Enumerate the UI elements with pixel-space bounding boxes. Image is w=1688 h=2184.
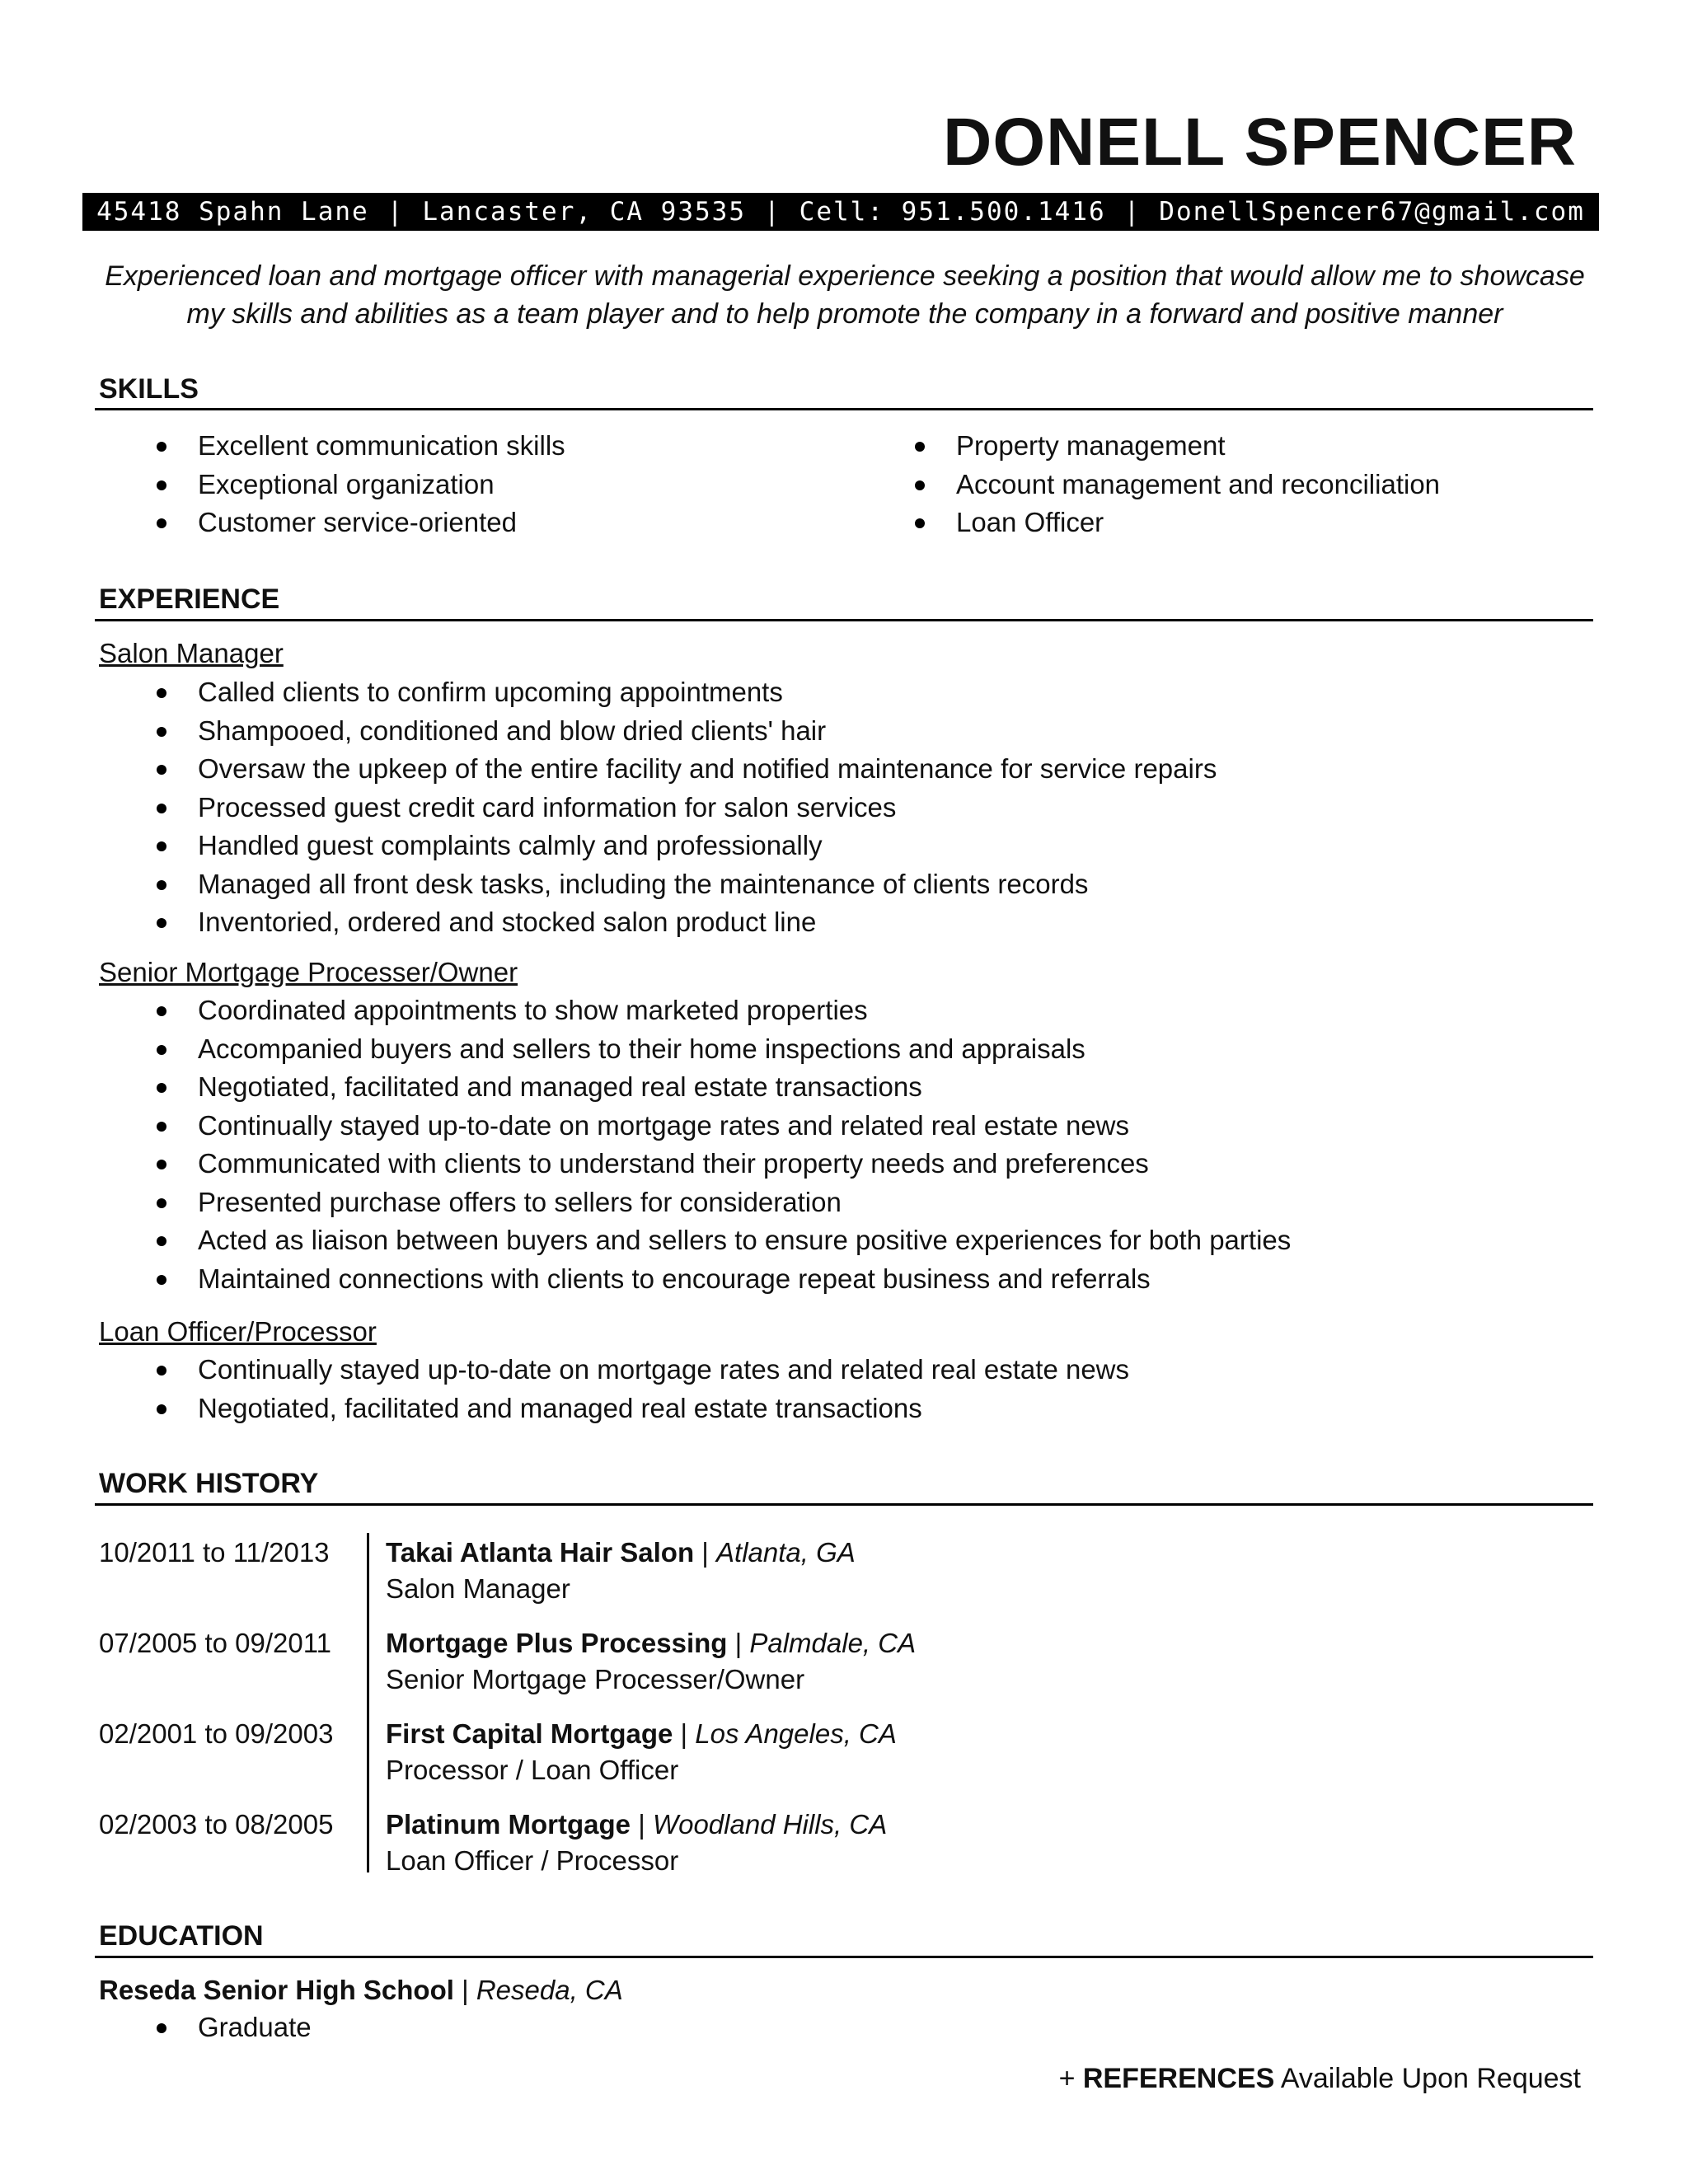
work-company-line: Platinum Mortgage | Woodland Hills, CA xyxy=(386,1809,888,1840)
experience-heading: EXPERIENCE xyxy=(99,583,280,615)
job-bullet: Processed guest credit card information for salon services xyxy=(99,789,1217,827)
contact-cell: Cell: 951.500.1416 xyxy=(799,197,1106,227)
job-bullet: Shampooed, conditioned and blow dried clients' hair xyxy=(99,712,1217,751)
job-title: Senior Mortgage Processer/Owner xyxy=(99,957,518,987)
job-bullet: Inventoried, ordered and stocked salon product line xyxy=(99,903,1217,942)
work-history-entry xyxy=(99,1535,1335,1610)
work-location: Los Angeles, CA xyxy=(695,1718,897,1749)
work-role: Salon Manager xyxy=(386,1573,570,1604)
contact-bar xyxy=(82,193,1599,231)
job-bullet: Negotiated, facilitated and managed real estate transactions xyxy=(99,1068,1291,1107)
contact-separator: | xyxy=(387,197,405,227)
work-dates: 07/2005 to 09/2011 xyxy=(99,1628,331,1658)
skills-list-left xyxy=(99,427,565,542)
references-label: REFERENCES xyxy=(1082,2063,1275,2094)
job-title: Loan Officer/Processor xyxy=(99,1316,377,1347)
job-bullet: Managed all front desk tasks, including the maintenance of clients records xyxy=(99,865,1217,904)
education-heading: EDUCATION xyxy=(99,1920,264,1952)
work-history-heading: WORK HISTORY xyxy=(99,1468,319,1499)
work-company-line: Takai Atlanta Hair Salon | Atlanta, GA xyxy=(386,1537,856,1568)
work-role: Processor / Loan Officer xyxy=(386,1755,679,1785)
skills-rule xyxy=(95,408,1593,410)
education-bullets xyxy=(99,2008,312,2047)
contact-city: Lancaster, CA 93535 xyxy=(422,197,746,227)
skill-item: Customer service-oriented xyxy=(99,504,565,542)
skill-item: Exceptional organization xyxy=(99,466,565,504)
contact-separator: | xyxy=(764,197,781,227)
skills-heading: SKILLS xyxy=(99,373,199,405)
work-location: Palmdale, CA xyxy=(749,1628,917,1658)
work-role: Loan Officer / Processor xyxy=(386,1845,679,1876)
job-bullet: Accompanied buyers and sellers to their home inspections and appraisals xyxy=(99,1030,1291,1069)
job-bullets xyxy=(99,673,1217,942)
work-company: Takai Atlanta Hair Salon xyxy=(386,1537,695,1568)
skill-item: Loan Officer xyxy=(857,504,1440,542)
education-school-line: Reseda Senior High School | Reseda, CA xyxy=(99,1975,623,2005)
references-prefix: + xyxy=(1058,2063,1083,2094)
job-bullet: Presented purchase offers to sellers for consideration xyxy=(99,1183,1291,1222)
skills-list-right xyxy=(857,427,1440,542)
contact-address: 45418 Spahn Lane xyxy=(96,197,369,227)
job-bullets xyxy=(99,1351,1129,1427)
contact-separator: | xyxy=(1123,197,1142,227)
job-bullet: Continually stayed up-to-date on mortgage rates and related real estate news xyxy=(99,1107,1291,1146)
work-history-entry xyxy=(99,1807,1335,1882)
work-location: Woodland Hills, CA xyxy=(652,1809,888,1840)
job-bullet: Handled guest complaints calmly and professionally xyxy=(99,827,1217,865)
work-history-entry xyxy=(99,1625,1335,1701)
job-bullet: Maintained connections with clients to encourage repeat business and referrals xyxy=(99,1260,1291,1299)
education-rule xyxy=(95,1956,1593,1958)
skill-item: Account management and reconciliation xyxy=(857,466,1440,504)
job-bullet: Called clients to confirm upcoming appointments xyxy=(99,673,1217,712)
school-name: Reseda Senior High School xyxy=(99,1975,454,2005)
work-company: First Capital Mortgage xyxy=(386,1718,673,1749)
work-company: Platinum Mortgage xyxy=(386,1809,631,1840)
experience-rule xyxy=(95,619,1593,621)
work-dates: 02/2003 to 08/2005 xyxy=(99,1809,334,1840)
job-bullet: Continually stayed up-to-date on mortgage rates and related real estate news xyxy=(99,1351,1129,1390)
work-company-line: Mortgage Plus Processing | Palmdale, CA xyxy=(386,1628,917,1658)
work-dates: 02/2001 to 09/2003 xyxy=(99,1718,334,1749)
job-bullet: Oversaw the upkeep of the entire facility and notified maintenance for service repairs xyxy=(99,750,1217,789)
candidate-name: DONELL SPENCER xyxy=(943,105,1577,180)
work-company: Mortgage Plus Processing xyxy=(386,1628,728,1658)
job-bullet: Negotiated, facilitated and managed real estate transactions xyxy=(99,1390,1129,1428)
skill-item: Excellent communication skills xyxy=(99,427,565,466)
job-bullet: Acted as liaison between buyers and sellers to ensure positive experiences for both parties xyxy=(99,1221,1291,1260)
objective-statement: Experienced loan and mortgage officer with managerial experience seeking a position that would allow me to showcase my skills and abilities as a team player and to help promote the company in a forward and positive manner xyxy=(105,260,1585,330)
work-history-rule xyxy=(95,1503,1593,1506)
job-bullet: Communicated with clients to understand their property needs and preferences xyxy=(99,1145,1291,1183)
work-role: Senior Mortgage Processer/Owner xyxy=(386,1664,805,1694)
education-bullet: Graduate xyxy=(99,2008,312,2047)
job-title: Salon Manager xyxy=(99,638,284,668)
work-company-line: First Capital Mortgage | Los Angeles, CA xyxy=(386,1718,897,1749)
school-location: Reseda, CA xyxy=(476,1975,623,2005)
work-history-entry xyxy=(99,1716,1335,1792)
work-location: Atlanta, GA xyxy=(716,1537,856,1568)
job-bullet: Coordinated appointments to show marketed properties xyxy=(99,991,1291,1030)
work-dates: 10/2011 to 11/2013 xyxy=(99,1537,330,1568)
contact-email[interactable]: DonellSpencer67@gmail.com xyxy=(1159,197,1585,227)
job-bullets xyxy=(99,991,1291,1298)
references-suffix: Available Upon Request xyxy=(1274,2063,1581,2094)
skill-item: Property management xyxy=(857,427,1440,466)
references-note xyxy=(1059,2060,1581,2097)
